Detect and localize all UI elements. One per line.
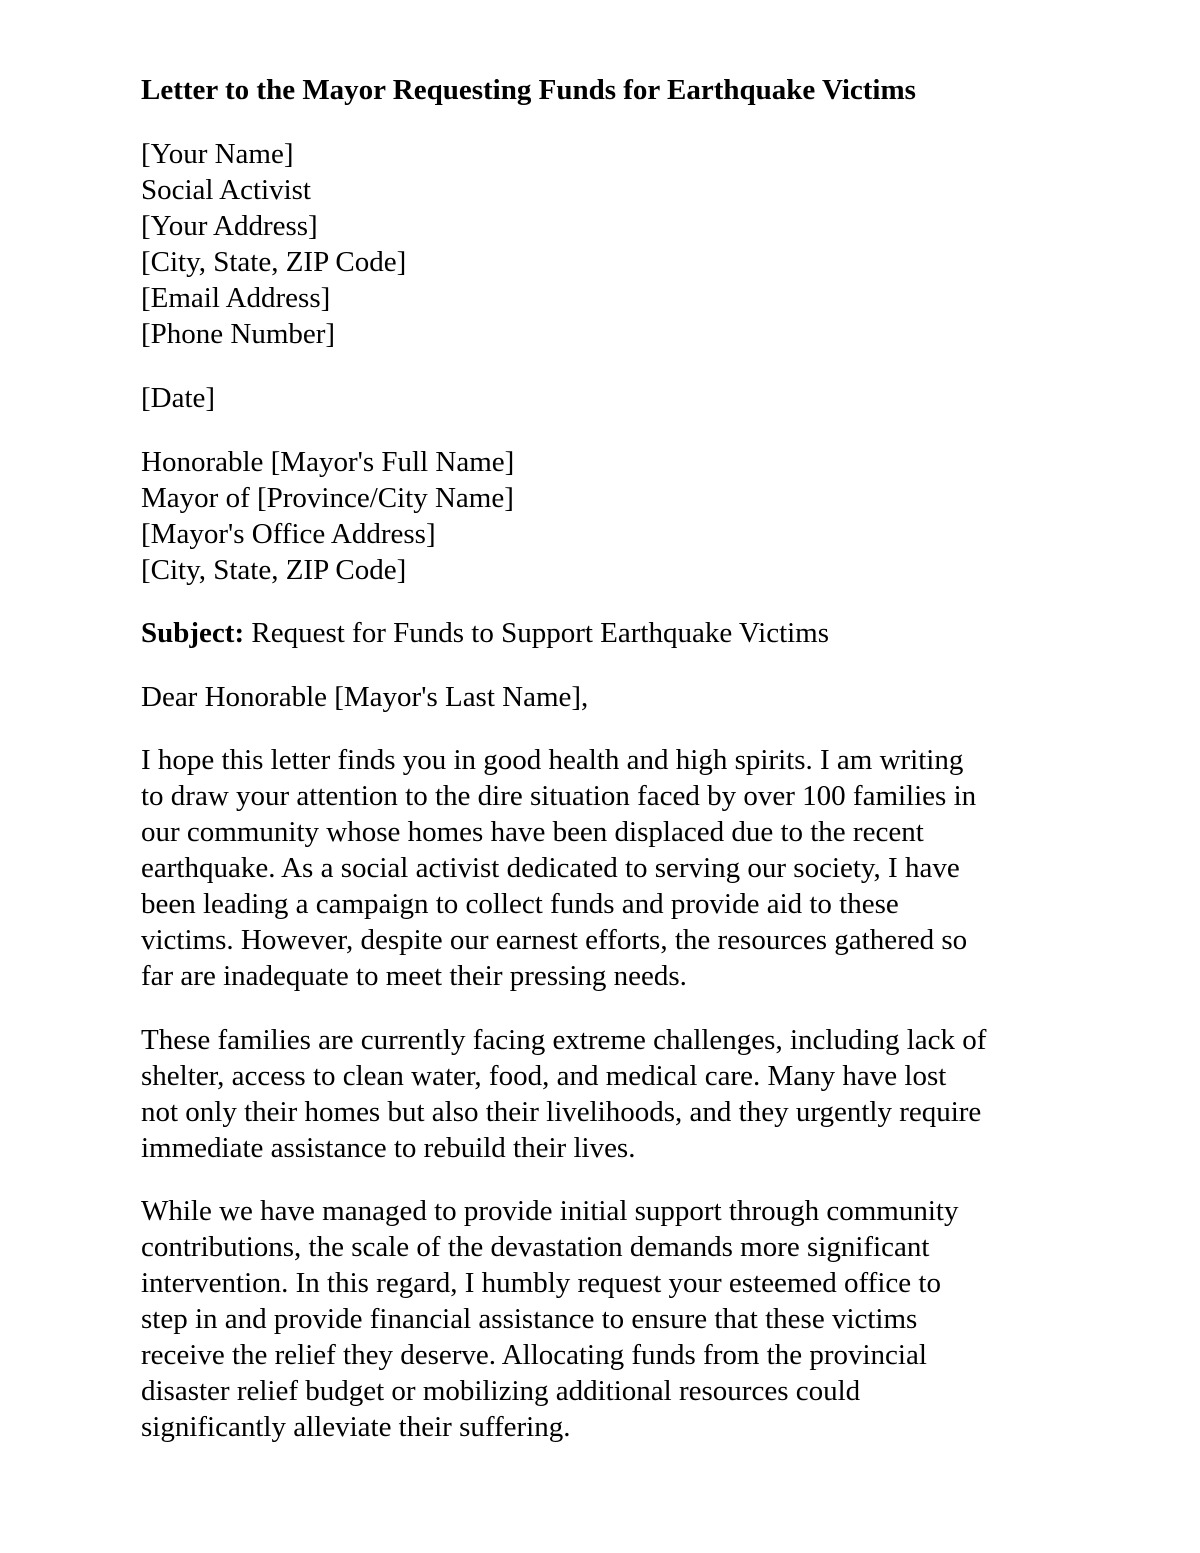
- recipient-address: [Mayor's Office Address]: [141, 518, 436, 550]
- body-paragraph-2: [141, 1022, 986, 1166]
- paragraph-line: been leading a campaign to collect funds and provide aid to these: [141, 888, 899, 920]
- recipient-block: [141, 444, 514, 588]
- paragraph-line: I hope this letter finds you in good health and high spirits. I am writing: [141, 744, 964, 776]
- body-paragraph-3: [141, 1193, 958, 1445]
- sender-email: [Email Address]: [141, 282, 331, 314]
- paragraph-line: receive the relief they deserve. Allocating funds from the provincial: [141, 1339, 927, 1371]
- paragraph-line: not only their homes but also their livelihoods, and they urgently require: [141, 1096, 982, 1128]
- paragraph-line: earthquake. As a social activist dedicated to serving our society, I have: [141, 852, 960, 884]
- sender-phone: [Phone Number]: [141, 318, 336, 350]
- paragraph-line: our community whose homes have been displaced due to the recent: [141, 816, 924, 848]
- sender-name: [Your Name]: [141, 138, 294, 170]
- paragraph-line: contributions, the scale of the devastation demands more significant: [141, 1231, 930, 1263]
- paragraph-line: While we have managed to provide initial support through community: [141, 1195, 959, 1227]
- subject-row: [141, 615, 829, 651]
- sender-role: Social Activist: [141, 174, 311, 206]
- letter-title: Letter to the Mayor Requesting Funds for Earthquake Victims: [141, 74, 916, 106]
- salutation: Dear Honorable [Mayor's Last Name],: [141, 681, 589, 713]
- recipient-city-state-zip: [City, State, ZIP Code]: [141, 554, 407, 586]
- paragraph-line: to draw your attention to the dire situation faced by over 100 families in: [141, 780, 977, 812]
- salutation-block: [141, 679, 588, 715]
- paragraph-line: immediate assistance to rebuild their lives.: [141, 1132, 636, 1164]
- sender-city-state-zip: [City, State, ZIP Code]: [141, 246, 407, 278]
- subject-text: Request for Funds to Support Earthquake Victims: [244, 617, 830, 649]
- subject-line: [141, 615, 829, 651]
- date-block: [141, 380, 215, 416]
- sender-address: [Your Address]: [141, 210, 318, 242]
- paragraph-line: disaster relief budget or mobilizing additional resources could: [141, 1375, 861, 1407]
- recipient-title: Mayor of [Province/City Name]: [141, 482, 514, 514]
- paragraph-line: shelter, access to clean water, food, and medical care. Many have lost: [141, 1060, 947, 1092]
- paragraph-line: step in and provide financial assistance to ensure that these victims: [141, 1303, 918, 1335]
- subject-label: Subject:: [141, 617, 245, 649]
- recipient-name: Honorable [Mayor's Full Name]: [141, 446, 515, 478]
- paragraph-line: far are inadequate to meet their pressing needs.: [141, 960, 687, 992]
- sender-block: [141, 136, 406, 352]
- letter-date: [Date]: [141, 382, 216, 414]
- body-paragraph-1: [141, 742, 976, 994]
- paragraph-line: intervention. In this regard, I humbly request your esteemed office to: [141, 1267, 941, 1299]
- paragraph-line: significantly alleviate their suffering.: [141, 1411, 571, 1443]
- paragraph-line: victims. However, despite our earnest efforts, the resources gathered so: [141, 924, 968, 956]
- paragraph-line: These families are currently facing extreme challenges, including lack of: [141, 1024, 987, 1056]
